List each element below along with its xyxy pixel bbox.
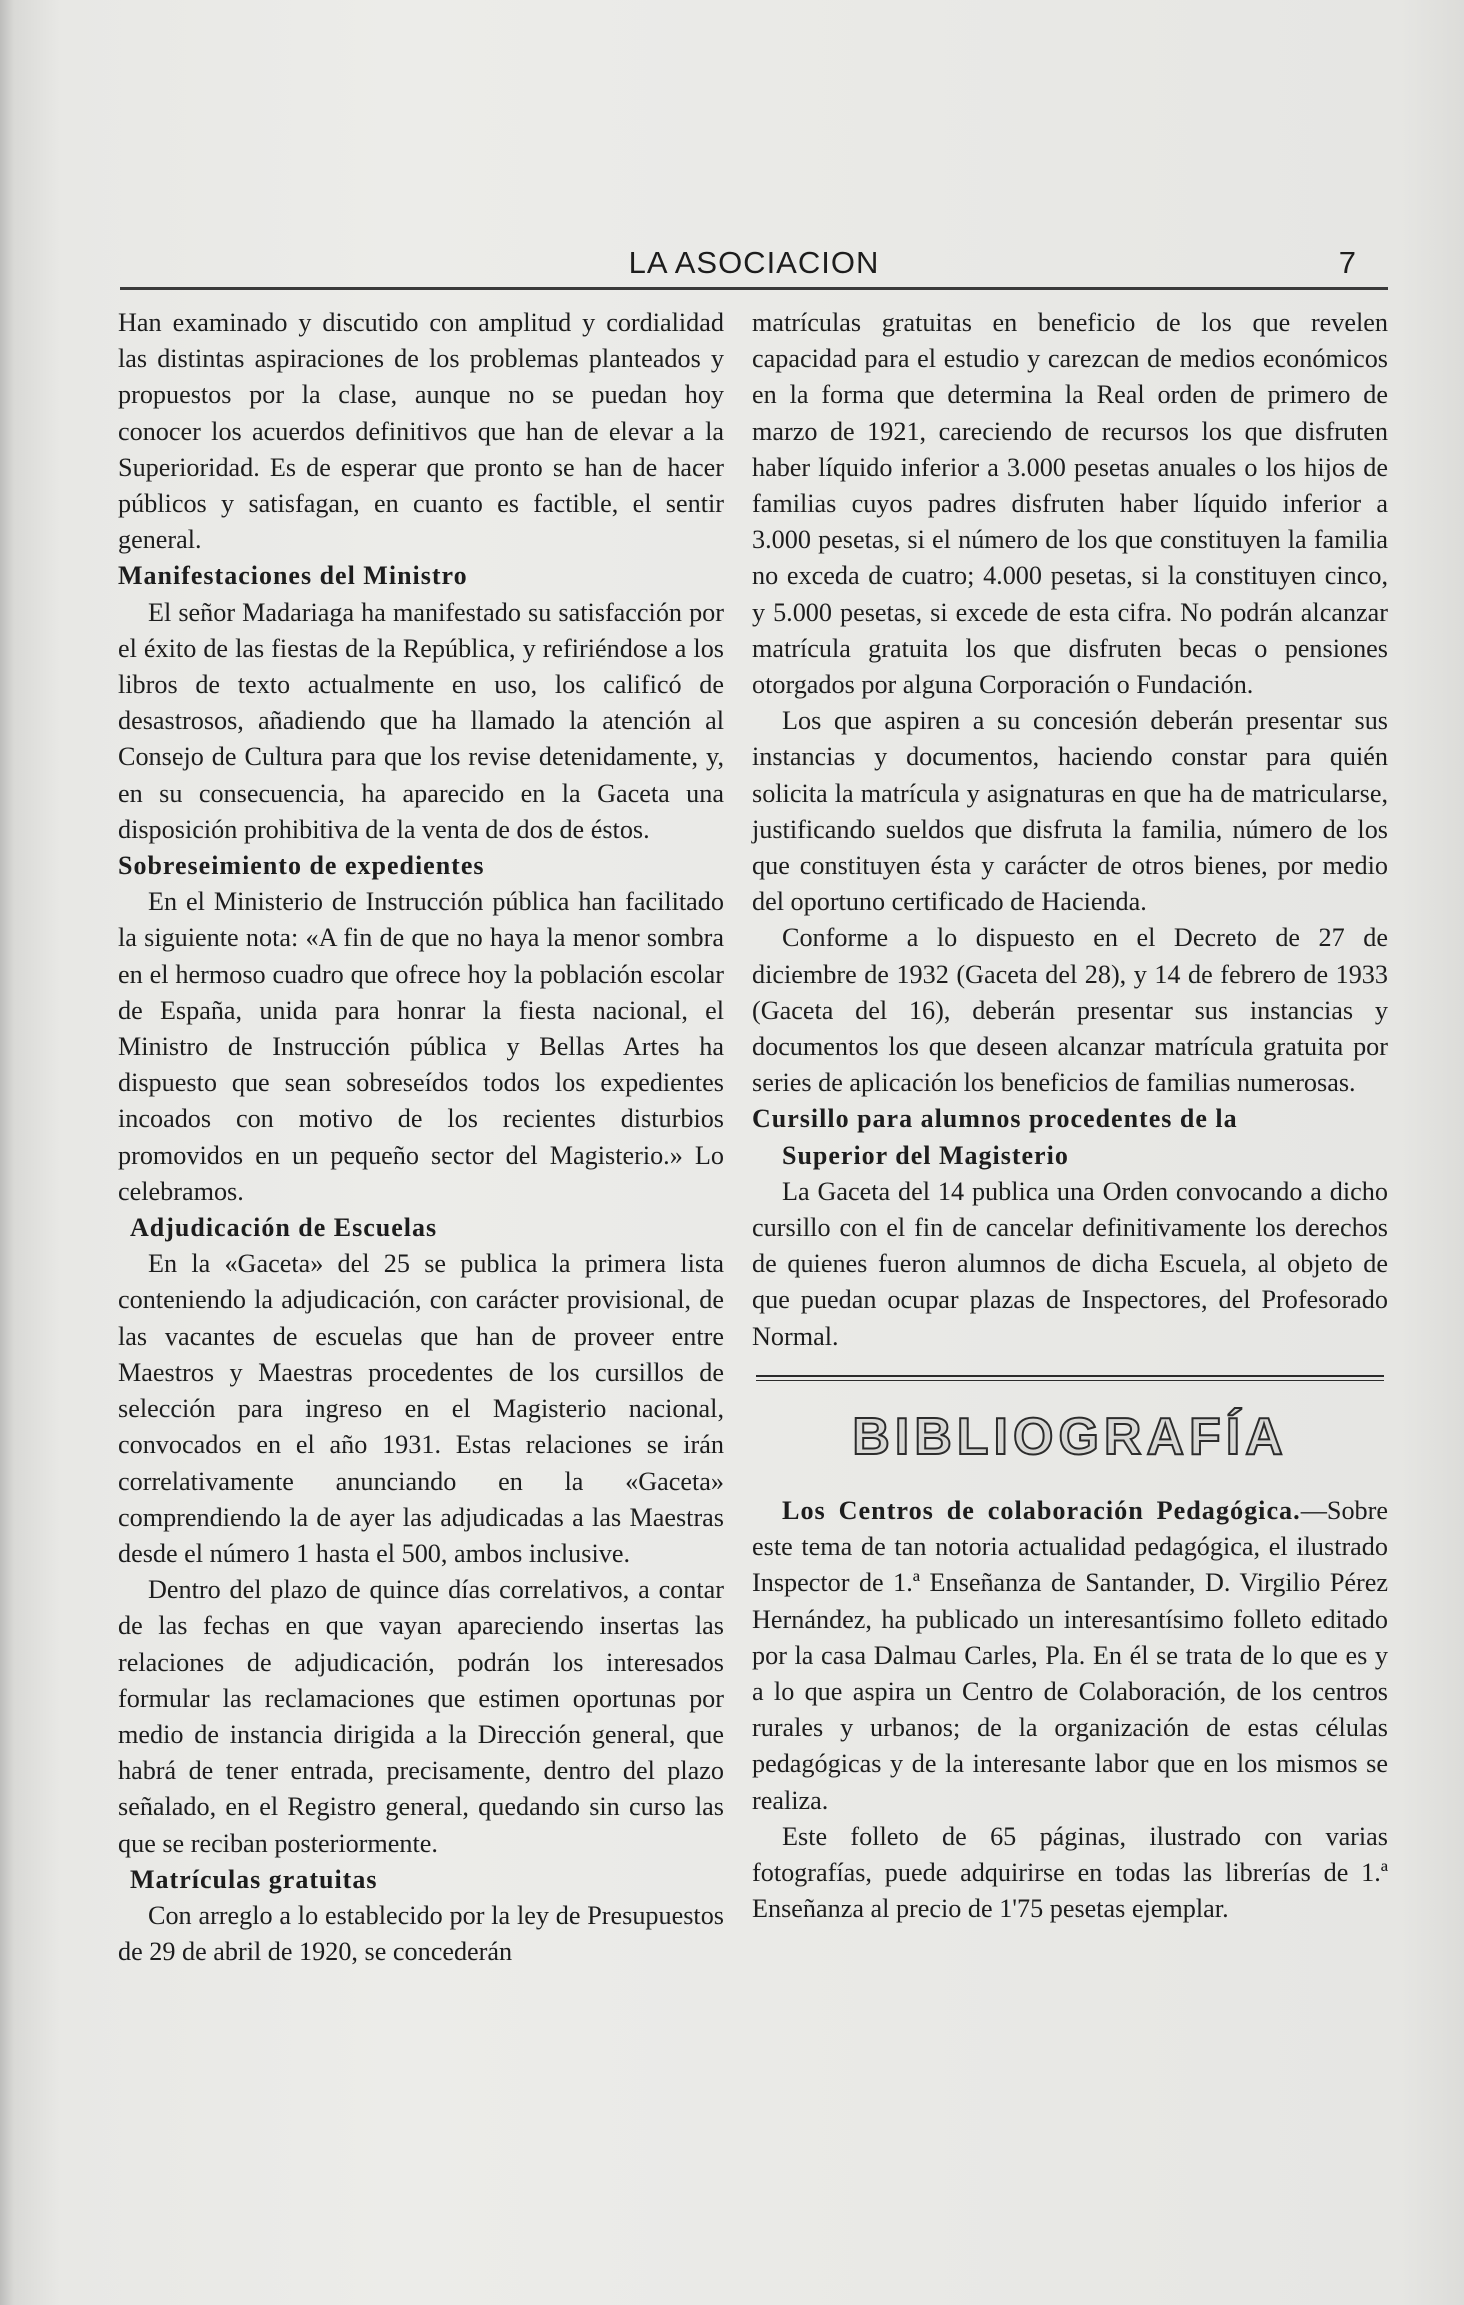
- paragraph-gaceta-lista: En la «Gaceta» del 25 se publica la primera lista conteniendo la adjudicación, con carácter provisional, de las vacantes de escuelas que han de proveer entre Maestros y Maestras procedentes de los cursillos de selección para ingreso en el Magisterio nacional, convocados en el año 1931. Estas relaciones se irán correlativamente anunciando en la «Gaceta» comprendiendo la de ayer las adjudicadas a las Maestras desde el número 1 hasta el 500, ambos inclusive.: [118, 1249, 724, 1568]
- paragraph-folleto: Este folleto de 65 páginas, ilustrado con varias fotografías, puede adquirirse en todas las librerías de 1.ª Enseñanza al precio de 1'75 pesetas ejemplar.: [752, 1821, 1388, 1924]
- right-column: [752, 305, 1388, 1927]
- page-header: [120, 245, 1388, 290]
- heading-sobreseimiento: Sobreseimiento de expedientes: [118, 851, 485, 881]
- paragraph-decreto: Conforme a lo dispuesto en el Decreto de 27 de diciembre de 1932 (Gaceta del 28), y 14 de febrero de 1933 (Gaceta del 16), deberán presentar sus instancias y documentos los que deseen alcanzar matrícula gratuita por series de aplicación los beneficios de familias numerosas.: [752, 923, 1388, 1098]
- heading-adjudicacion: Adjudicación de Escuelas: [130, 1213, 438, 1243]
- publication-title: LA ASOCIACION: [628, 245, 880, 280]
- heading-matriculas: Matrículas gratuitas: [130, 1864, 378, 1894]
- paragraph-aspirantes: Los que aspiren a su concesión deberán presentar sus instancias y documentos, haciendo constar para quién solicita la matrícula y asignaturas en que ha de matricularse, justificando sueldos que disfruta la familia, número de los que constituyen ésta y carácter de otros bienes, por medio del oportuno certificado de Hacienda.: [752, 706, 1388, 917]
- paragraph-presupuestos: Con arreglo a lo establecido por la ley de Presupuestos de 29 de abril de 1920, se concederán: [118, 1900, 724, 1967]
- paragraph-cursillo: La Gaceta del 14 publica una Orden convocando a dicho cursillo con el fin de cancelar definitivamente los derechos de quienes fueron alumnos de dicha Escuela, al objeto de que puedan ocupar plazas de Inspectores, del Profesorado Normal.: [752, 1176, 1388, 1351]
- heading-cursillo-line2: Superior del Magisterio: [782, 1140, 1069, 1170]
- heading-cursillo: [752, 1101, 1388, 1173]
- paragraph-intro: Han examinado y discutido con amplitud y cordialidad las distintas aspiraciones de los problemas planteados y propuestos por la clase, aunque no se puedan hoy conocer los acuerdos definitivos que han de elevar a la Superioridad. Es de esperar que pronto se han de hacer públicos y satisfagan, en cuanto es factible, el sentir general.: [118, 308, 724, 555]
- page-number: 7: [1338, 245, 1356, 280]
- paragraph-plazo: Dentro del plazo de quince días correlativos, a contar de las fechas en que vayan apareciendo insertas las relaciones de adjudicación, podrán los interesados formular las reclamaciones que estimen oportunas por medio de instancia dirigida a la Dirección general, que habrá de tener entrada, precisamente, dentro del plazo señalado, en el Registro general, quedando sin curso las que se reciban posteriormente.: [118, 1575, 724, 1858]
- paragraph-centros: [752, 1493, 1388, 1819]
- paragraph-ministerio-nota: En el Ministerio de Instrucción pública han facilitado la siguiente nota: «A fin de que no haya la menor sombra en el hermoso cuadro que ofrece hoy la población escolar de España, unida para honrar la fiesta nacional, el Ministro de Instrucción pública y Bellas Artes ha dispuesto que sean sobreseídos todos los expedientes incoados con motivo de los recientes disturbios promovidos en un pequeño sector del Magisterio.» Lo celebramos.: [118, 887, 724, 1206]
- paragraph-matriculas-cont: matrículas gratuitas en beneficio de los que revelen capacidad para el estudio y carezcan de medios económicos en la forma que determina la Real orden de primero de marzo de 1921, careciendo de recursos los que disfruten haber líquido inferior a 3.000 pesetas anuales o los hijos de familias cuyos padres disfruten haber líquido inferior a 3.000 pesetas, si el número de los que constituyen la familia no exceda de cuatro; 4.000 pesetas, si la constituyen cinco, y 5.000 pesetas, si excede de esta cifra. No podrán alcanzar matrícula gratuita los que disfruten becas o pensiones otorgados por alguna Corporación o Fundación.: [752, 308, 1388, 700]
- section-divider: [756, 1375, 1384, 1381]
- book-title: Los Centros de colaboración Pedagógica.: [782, 1495, 1301, 1525]
- heading-cursillo-line1: Cursillo para alumnos procedentes de la: [752, 1104, 1238, 1134]
- heading-manifestaciones: Manifestaciones del Ministro: [118, 561, 468, 591]
- book-review-text: —Sobre este tema de tan notoria actualidad pedagógica, el ilustrado Inspector de 1.ª Enseñanza de Santander, D. Virgilio Pérez Hernández, ha publicado un interesantísimo folleto editado por la casa Dalmau Carles, Pla. En él se trata de lo que es y a lo que aspira un Centro de Colaboración, de los centros rurales y urbanos; de la organización de estas células pedagógicas y de la interesante labor que en los mismos se realiza.: [752, 1495, 1388, 1815]
- bibliography-title: BIBLIOGRAFÍA: [852, 1407, 1288, 1466]
- left-column: [118, 305, 724, 1970]
- paragraph-madariaga: El señor Madariaga ha manifestado su satisfacción por el éxito de las fiestas de la República, y refiriéndose a los libros de texto actualmente en uso, los calificó de desastrosos, añadiendo que ha llamado la atención al Consejo de Cultura para que los revise detenidamente, y, en su consecuencia, ha aparecido en la Gaceta una disposición prohibitiva de la venta de dos de éstos.: [118, 597, 724, 844]
